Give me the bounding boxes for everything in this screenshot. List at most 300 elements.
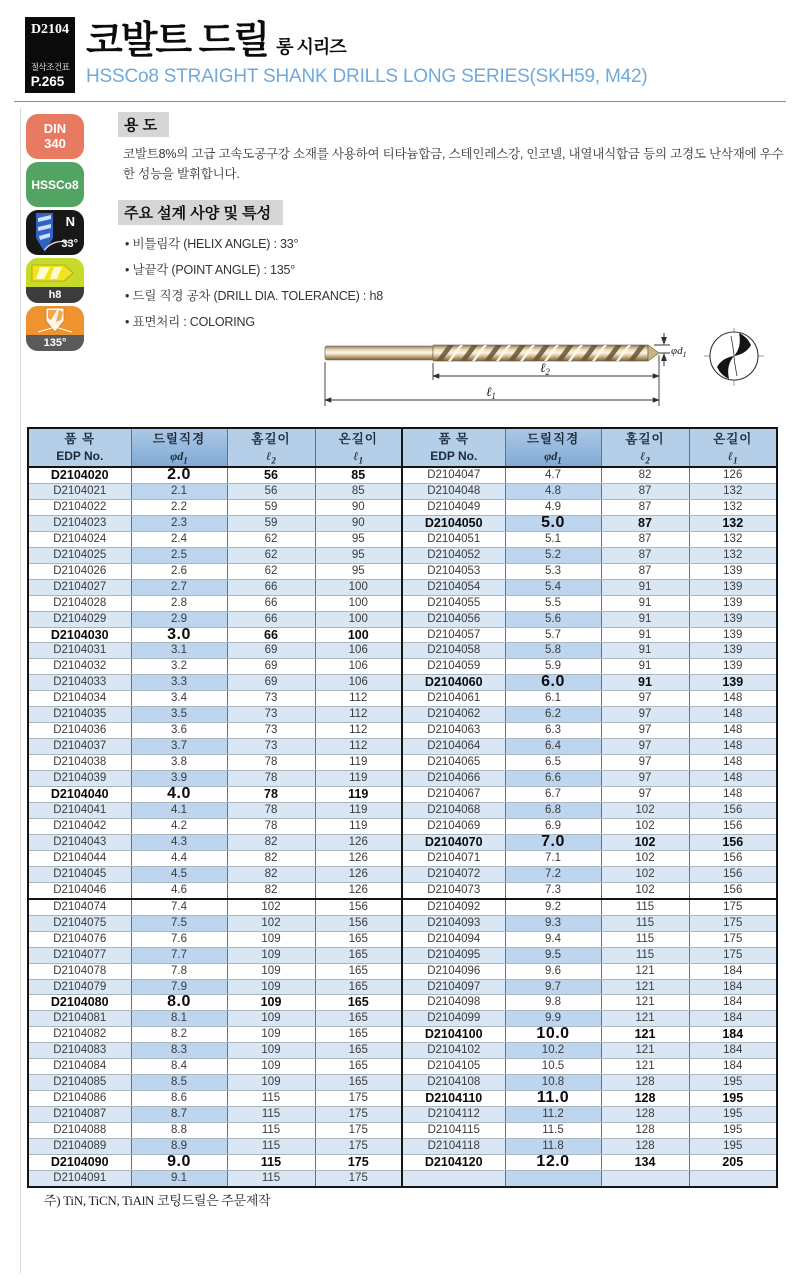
cell-edp-no: D2104038 (29, 755, 131, 771)
table-header-row (403, 429, 776, 467)
cell-edp-no: D2104065 (403, 755, 505, 771)
cell-edp-no: D2104025 (29, 547, 131, 563)
cell-diameter: 9.1 (131, 1170, 227, 1185)
cell-flute-length: 56 (227, 483, 315, 499)
header-divider (14, 101, 786, 102)
cell-overall-length: 184 (689, 979, 776, 995)
cutting-conditions-label: 절삭조건표 (30, 62, 70, 72)
col-header-diameter: 드릴직경 $\varphi d_1$ (505, 429, 601, 467)
cell-edp-no: D2104036 (29, 723, 131, 739)
cell-diameter: 2.9 (131, 611, 227, 627)
cell-edp-no: D2104052 (403, 547, 505, 563)
usage-heading: 용 도 (118, 112, 169, 137)
din-340-badge (26, 114, 84, 159)
table-row (403, 979, 776, 995)
tolerance-value: h8 (26, 287, 84, 303)
col-header-overall-length: 온길이 ℓ$_1$ (689, 429, 776, 467)
cell-flute-length: 78 (227, 818, 315, 834)
cell-diameter: 5.7 (505, 627, 601, 643)
cell-overall-length: 90 (315, 499, 402, 515)
cell-flute-length: 128 (601, 1075, 689, 1091)
cell-diameter: 11.8 (505, 1139, 601, 1155)
cell-flute-length: 91 (601, 675, 689, 691)
table-row (29, 834, 402, 850)
table-row (403, 1091, 776, 1107)
cell-flute-length: 115 (227, 1107, 315, 1123)
cell-edp-no: D2104085 (29, 1075, 131, 1091)
cell-flute-length: 91 (601, 643, 689, 659)
cell-flute-length: 66 (227, 627, 315, 643)
cell-flute-length: 87 (601, 499, 689, 515)
cell-flute-length: 69 (227, 643, 315, 659)
col-header-item-kr: 품 목 (64, 432, 96, 446)
cell-diameter: 7.6 (131, 931, 227, 947)
table-row (29, 1123, 402, 1139)
cell-flute-length: 66 (227, 595, 315, 611)
table-row (403, 1075, 776, 1091)
cell-flute-length: 121 (601, 1059, 689, 1075)
cell-edp-no: D2104043 (29, 834, 131, 850)
cell-flute-length: 102 (601, 850, 689, 866)
cell-edp-no: D2104028 (29, 595, 131, 611)
table-row (403, 595, 776, 611)
table-row (29, 499, 402, 515)
cell-flute-length: 62 (227, 531, 315, 547)
cell-diameter: 8.2 (131, 1027, 227, 1043)
table-row (29, 755, 402, 771)
dim-l2-label: ℓ$_2$ (540, 360, 550, 377)
cell-diameter: 3.2 (131, 659, 227, 675)
table-row (29, 1154, 402, 1170)
cell-overall-length: 165 (315, 963, 402, 979)
cell-flute-length: 97 (601, 723, 689, 739)
cell-diameter: 2.5 (131, 547, 227, 563)
cell-overall-length: 85 (315, 483, 402, 499)
cell-overall-length (689, 1170, 776, 1185)
table-row (29, 1027, 402, 1043)
cell-diameter: 9.5 (505, 947, 601, 963)
cell-edp-no: D2104034 (29, 691, 131, 707)
cell-flute-length: 82 (601, 467, 689, 483)
cell-diameter: 3.5 (131, 707, 227, 723)
cell-overall-length: 175 (689, 899, 776, 915)
cell-diameter: 5.0 (505, 515, 601, 531)
col-header-edp (403, 429, 505, 467)
cell-overall-length: 165 (315, 1011, 402, 1027)
cell-edp-no: D2104066 (403, 771, 505, 787)
cell-flute-length: 78 (227, 787, 315, 803)
table-row (403, 1059, 776, 1075)
cell-edp-no: D2104044 (29, 850, 131, 866)
cell-overall-length: 139 (689, 595, 776, 611)
cell-overall-length: 85 (315, 467, 402, 483)
cell-overall-length: 148 (689, 787, 776, 803)
col-header-overall-kr: 온길이 (713, 432, 753, 446)
cell-overall-length: 90 (315, 515, 402, 531)
cell-diameter: 10.0 (505, 1027, 601, 1043)
cell-diameter: 9.0 (131, 1154, 227, 1170)
cell-overall-length: 148 (689, 771, 776, 787)
cell-overall-length: 112 (315, 723, 402, 739)
table-row (403, 947, 776, 963)
table-row (29, 850, 402, 866)
drill-diagram (318, 328, 790, 426)
cell-edp-no: D2104060 (403, 675, 505, 691)
cell-diameter: 6.5 (505, 755, 601, 771)
spec-tables (27, 427, 778, 1188)
table-row (29, 1043, 402, 1059)
cell-flute-length: 91 (601, 659, 689, 675)
cell-overall-length: 148 (689, 691, 776, 707)
cell-overall-length: 126 (315, 882, 402, 898)
cell-edp-no: D2104054 (403, 579, 505, 595)
cell-flute-length: 78 (227, 803, 315, 819)
cell-flute-length: 91 (601, 595, 689, 611)
cell-edp-no: D2104063 (403, 723, 505, 739)
cell-overall-length: 112 (315, 707, 402, 723)
cell-flute-length: 78 (227, 755, 315, 771)
cell-overall-length: 139 (689, 611, 776, 627)
cell-diameter: 9.8 (505, 995, 601, 1011)
cell-overall-length: 156 (689, 866, 776, 882)
cell-diameter: 7.7 (131, 947, 227, 963)
dim-l1-label: ℓ$_1$ (486, 384, 496, 401)
table-row (29, 882, 402, 898)
table-row (403, 834, 776, 850)
table-row (403, 1043, 776, 1059)
cell-overall-length: 184 (689, 995, 776, 1011)
col-header-item-en: EDP No. (430, 449, 478, 463)
cell-flute-length: 87 (601, 515, 689, 531)
cell-edp-no: D2104064 (403, 739, 505, 755)
cell-edp-no: D2104078 (29, 963, 131, 979)
cell-diameter: 9.9 (505, 1011, 601, 1027)
cell-overall-length: 95 (315, 563, 402, 579)
cell-overall-length: 100 (315, 611, 402, 627)
table-row (403, 882, 776, 898)
cell-diameter: 8.3 (131, 1043, 227, 1059)
cell-flute-length (601, 1170, 689, 1185)
cell-overall-length: 119 (315, 755, 402, 771)
cell-overall-length: 139 (689, 659, 776, 675)
table-row (403, 850, 776, 866)
table-row (403, 675, 776, 691)
page-subtitle-en: HSSCo8 STRAIGHT SHANK DRILLS LONG SERIES(SKH59, M42) (86, 65, 648, 87)
cell-flute-length: 115 (227, 1170, 315, 1185)
cell-flute-length: 115 (227, 1139, 315, 1155)
cell-overall-length: 165 (315, 1027, 402, 1043)
cell-diameter: 2.4 (131, 531, 227, 547)
cell-overall-length: 112 (315, 739, 402, 755)
cell-edp-no: D2104029 (29, 611, 131, 627)
cell-overall-length: 175 (689, 915, 776, 931)
cell-overall-length: 175 (315, 1091, 402, 1107)
cell-flute-length: 62 (227, 563, 315, 579)
cell-overall-length: 106 (315, 659, 402, 675)
cell-edp-no: D2104061 (403, 691, 505, 707)
table-row (29, 691, 402, 707)
cell-flute-length: 97 (601, 691, 689, 707)
cell-diameter: 4.4 (131, 850, 227, 866)
cell-flute-length: 87 (601, 531, 689, 547)
cell-diameter: 6.4 (505, 739, 601, 755)
cell-diameter: 5.4 (505, 579, 601, 595)
cell-diameter: 7.2 (505, 866, 601, 882)
table-row (29, 627, 402, 643)
cell-flute-length: 128 (601, 1091, 689, 1107)
usage-body: 코발트8%의 고급 고속도공구강 소재를 사용하여 티타늄합금, 스테인레스강, 인코넬, 내열내식합금 등의 고경도 난삭재에 우수한 성능을 발휘합니다. (123, 147, 784, 181)
title-suffix: 롱 시리즈 (276, 37, 346, 57)
cell-diameter: 3.4 (131, 691, 227, 707)
cell-diameter: 12.0 (505, 1154, 601, 1170)
cell-flute-length: 56 (227, 467, 315, 483)
title-block (86, 22, 648, 88)
cell-flute-length: 109 (227, 1059, 315, 1075)
cell-edp-no: D2104033 (29, 675, 131, 691)
table-row (29, 899, 402, 915)
cell-flute-length: 82 (227, 882, 315, 898)
cell-diameter: 6.3 (505, 723, 601, 739)
table-row (403, 627, 776, 643)
cell-overall-length: 156 (689, 834, 776, 850)
table-row (29, 483, 402, 499)
cell-edp-no: D2104105 (403, 1059, 505, 1075)
spec-item-helix: • 비틀림각 (HELIX ANGLE) : 33° (125, 234, 786, 252)
cell-diameter: 2.0 (131, 467, 227, 483)
cell-diameter: 4.1 (131, 803, 227, 819)
table-row (29, 531, 402, 547)
cell-overall-length: 175 (315, 1154, 402, 1170)
spec-item-tolerance: • 드릴 직경 공차 (DRILL DIA. TOLERANCE) : h8 (125, 286, 786, 304)
scan-edge-line (20, 108, 21, 1273)
cell-edp-no: D2104030 (29, 627, 131, 643)
cell-diameter: 6.1 (505, 691, 601, 707)
cell-flute-length: 102 (227, 915, 315, 931)
product-code: D2104 (30, 22, 70, 37)
cell-diameter: 8.8 (131, 1123, 227, 1139)
table-row (29, 979, 402, 995)
cell-overall-length: 148 (689, 723, 776, 739)
hssco8-badge (26, 162, 84, 207)
cell-edp-no: D2104095 (403, 947, 505, 963)
page-title (86, 22, 648, 62)
table-row (29, 707, 402, 723)
specs-heading: 주요 설계 사양 및 특성 (118, 200, 283, 225)
cell-diameter: 2.1 (131, 483, 227, 499)
cell-edp-no: D2104049 (403, 499, 505, 515)
cell-diameter (505, 1170, 601, 1185)
cell-diameter: 7.1 (505, 850, 601, 866)
cell-flute-length: 73 (227, 707, 315, 723)
cell-overall-length: 95 (315, 547, 402, 563)
table-row (403, 739, 776, 755)
cell-flute-length: 134 (601, 1154, 689, 1170)
table-row (29, 675, 402, 691)
cell-diameter: 7.0 (505, 834, 601, 850)
table-row (29, 963, 402, 979)
cell-overall-length: 195 (689, 1091, 776, 1107)
cell-diameter: 2.3 (131, 515, 227, 531)
cell-edp-no: D2104082 (29, 1027, 131, 1043)
cell-flute-length: 91 (601, 627, 689, 643)
cell-edp-no: D2104080 (29, 995, 131, 1011)
cell-diameter: 6.7 (505, 787, 601, 803)
col-header-overall-length: 온길이 ℓ$_1$ (315, 429, 402, 467)
cell-diameter: 9.3 (505, 915, 601, 931)
cell-diameter: 4.5 (131, 866, 227, 882)
table-row (403, 499, 776, 515)
cell-diameter: 7.9 (131, 979, 227, 995)
cell-edp-no: D2104058 (403, 643, 505, 659)
table-row (29, 787, 402, 803)
cell-overall-length: 126 (315, 866, 402, 882)
table-row (403, 483, 776, 499)
table-row (29, 515, 402, 531)
cell-diameter: 4.0 (131, 787, 227, 803)
cell-overall-length: 132 (689, 499, 776, 515)
table-row (403, 1170, 776, 1185)
cell-flute-length: 109 (227, 1027, 315, 1043)
cell-flute-length: 121 (601, 979, 689, 995)
cell-overall-length: 139 (689, 563, 776, 579)
col-header-overall-kr: 온길이 (338, 432, 378, 446)
table-row (403, 643, 776, 659)
cell-edp-no: D2104062 (403, 707, 505, 723)
cell-diameter: 10.8 (505, 1075, 601, 1091)
cell-flute-length: 109 (227, 979, 315, 995)
cell-flute-length: 121 (601, 995, 689, 1011)
cell-flute-length: 91 (601, 611, 689, 627)
cell-edp-no: D2104031 (29, 643, 131, 659)
cell-flute-length: 115 (601, 931, 689, 947)
cell-diameter: 7.4 (131, 899, 227, 915)
col-header-flute-kr: 홈길이 (625, 432, 665, 446)
cell-diameter: 6.2 (505, 707, 601, 723)
cell-edp-no: D2104040 (29, 787, 131, 803)
spec-list (125, 234, 786, 330)
cell-flute-length: 66 (227, 611, 315, 627)
cell-edp-no: D2104086 (29, 1091, 131, 1107)
table-row (403, 963, 776, 979)
cell-flute-length: 82 (227, 834, 315, 850)
table-row (403, 515, 776, 531)
cell-flute-length: 102 (601, 834, 689, 850)
cell-edp-no: D2104079 (29, 979, 131, 995)
col-header-dia-kr: 드릴직경 (152, 432, 206, 446)
cell-edp-no: D2104057 (403, 627, 505, 643)
cell-overall-length: 126 (315, 834, 402, 850)
hssco8-badge-label: HSSCo8 (31, 177, 79, 192)
cell-flute-length: 97 (601, 755, 689, 771)
table-row (403, 755, 776, 771)
cell-flute-length: 87 (601, 483, 689, 499)
din-badge-line2: 340 (44, 135, 66, 151)
cell-edp-no: D2104021 (29, 483, 131, 499)
drill-end-view (704, 328, 764, 386)
cell-diameter: 4.7 (505, 467, 601, 483)
cell-diameter: 11.5 (505, 1123, 601, 1139)
cell-overall-length: 205 (689, 1154, 776, 1170)
cell-diameter: 8.5 (131, 1075, 227, 1091)
cell-flute-length: 97 (601, 707, 689, 723)
cell-edp-no: D2104041 (29, 803, 131, 819)
cell-overall-length: 165 (315, 1043, 402, 1059)
drill-tip (648, 345, 659, 361)
cell-flute-length: 102 (601, 803, 689, 819)
table-row (29, 547, 402, 563)
cell-flute-length: 82 (227, 850, 315, 866)
cell-diameter: 5.6 (505, 611, 601, 627)
table-row (29, 611, 402, 627)
helix-angle-badge (26, 210, 84, 255)
cell-diameter: 5.2 (505, 547, 601, 563)
table-row (29, 723, 402, 739)
cell-overall-length: 100 (315, 579, 402, 595)
cell-diameter: 3.6 (131, 723, 227, 739)
cell-flute-length: 115 (227, 1091, 315, 1107)
cell-overall-length: 175 (315, 1170, 402, 1185)
cell-flute-length: 62 (227, 547, 315, 563)
cell-diameter: 3.7 (131, 739, 227, 755)
tolerance-badge (26, 258, 84, 303)
cell-edp-no (403, 1170, 505, 1185)
cell-flute-length: 121 (601, 1011, 689, 1027)
cell-edp-no: D2104056 (403, 611, 505, 627)
point-angle-value: 135° (26, 335, 84, 351)
cell-overall-length: 156 (689, 803, 776, 819)
col-header-dia-kr: 드릴직경 (526, 432, 580, 446)
cell-diameter: 4.9 (505, 499, 601, 515)
cell-edp-no: D2104068 (403, 803, 505, 819)
cell-overall-length: 119 (315, 771, 402, 787)
cell-overall-length: 106 (315, 643, 402, 659)
details-block (118, 112, 786, 338)
cell-edp-no: D2104115 (403, 1123, 505, 1139)
cell-diameter: 5.5 (505, 595, 601, 611)
cell-edp-no: D2104059 (403, 659, 505, 675)
table-row (403, 467, 776, 483)
cell-diameter: 9.7 (505, 979, 601, 995)
table-row (403, 563, 776, 579)
cell-overall-length: 175 (315, 1139, 402, 1155)
cell-diameter: 6.9 (505, 818, 601, 834)
cell-flute-length: 128 (601, 1139, 689, 1155)
table-row (29, 1075, 402, 1091)
cell-diameter: 7.3 (505, 882, 601, 898)
table-row (403, 931, 776, 947)
cell-edp-no: D2104100 (403, 1027, 505, 1043)
cell-overall-length: 119 (315, 787, 402, 803)
table-row (29, 563, 402, 579)
spec-table-right (403, 429, 776, 1186)
cell-diameter: 3.3 (131, 675, 227, 691)
cell-diameter: 2.2 (131, 499, 227, 515)
cell-overall-length: 100 (315, 627, 402, 643)
cell-flute-length: 109 (227, 963, 315, 979)
cell-edp-no: D2104102 (403, 1043, 505, 1059)
cell-edp-no: D2104042 (29, 818, 131, 834)
table-row (403, 1139, 776, 1155)
table-row (403, 915, 776, 931)
cell-flute-length: 102 (601, 818, 689, 834)
table-row (29, 1139, 402, 1155)
cell-edp-no: D2104037 (29, 739, 131, 755)
table-row (29, 643, 402, 659)
table-row (29, 659, 402, 675)
cell-diameter: 9.4 (505, 931, 601, 947)
cell-edp-no: D2104093 (403, 915, 505, 931)
cell-diameter: 5.1 (505, 531, 601, 547)
